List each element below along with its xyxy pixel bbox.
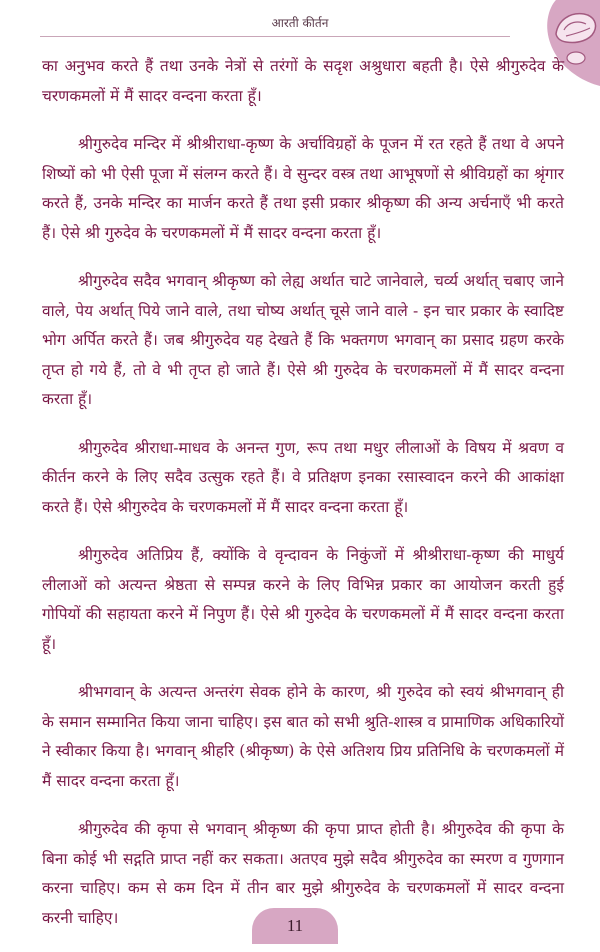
- page-body: [42, 52, 564, 952]
- page-number: 11: [286, 916, 304, 935]
- paragraph-3: श्रीगुरुदेव सदैव भगवान् श्रीकृष्ण को लेह्य अर्थात चाटे जानेवाले, चर्व्य अर्थात् चबाए जाने वाले, पेय अर्थात् पिये जाने वाले, तथा चोष्य अर्थात् चूसे जाने वाले - इन चार प्रकार के स्वादिष्ट भोग अर्पित करते हैं। जब श्रीगुरुदेव यह देखते हैं कि भक्तगण भगवान् का प्रसाद ग्रहण करके तृप्त हो गये हैं, तो वे भी तृप्त हो जाते हैं। ऐसे श्री गुरुदेव के चरणकमलों में मैं सादर वन्दना करता हूँ।: [42, 272, 564, 408]
- paragraph-2: श्रीगुरुदेव मन्दिर में श्रीश्रीराधा-कृष्ण के अर्चाविग्रहों के पूजन में रत रहते हैं तथा वे अपने शिष्यों को भी ऐसी पूजा में संलग्न करते हैं। वे सुन्दर वस्त्र तथा आभूषणों से श्रीविग्रहों का श्रृंगार करते हैं, उनके मन्दिर का मार्जन करते हैं तथा इसी प्रकार श्रीकृष्ण की अन्य अर्चनाएँ भी करते हैं। ऐसे श्री गुरुदेव के चरणकमलों में मैं सादर वन्दना करता हूँ।: [42, 135, 564, 242]
- paragraph-5: श्रीगुरुदेव अतिप्रिय हैं, क्योंकि वे वृन्दावन के निकुंजों में श्रीश्रीराधा-कृष्ण की माधुर्य लीलाओं को अत्यन्त श्रेष्ठता से सम्पन्न करने के लिए विभिन्न प्रकार का आयोजन करती हुई गोपियों की सहायता करने में निपुण हैं। ऐसे श्री गुरुदेव के चरणकमलों में मैं सादर वन्दना करता हूँ।: [42, 546, 564, 653]
- paragraph-6: श्रीभगवान् के अत्यन्त अन्तरंग सेवक होने के कारण, श्री गुरुदेव को स्वयं श्रीभगवान् ही के समान सम्मानित किया जाना चाहिए। इस बात को सभी श्रुति-शास्त्र व प्रामाणिक अधिकारियों ने स्वीकार किया है। भगवान् श्रीहरि (श्रीकृष्ण) के ऐसे अतिशय प्रिय प्रतिनिधि के चरणकमलों में मैं सादर वन्दना करता हूँ।: [42, 683, 564, 790]
- page-header-title: आरती कीर्तन: [271, 16, 329, 30]
- header-rule: [40, 36, 510, 37]
- paragraph-7: श्रीगुरुदेव की कृपा से भगवान् श्रीकृष्ण की कृपा प्राप्त होती है। श्रीगुरुदेव की कृपा के बिना कोई भी सद्गति प्राप्त नहीं कर सकता। अतएव मुझे सदैव श्रीगुरुदेव का स्मरण व गुणगान करना चाहिए। कम से कम दिन में तीन बार मुझे श्रीगुरुदेव के चरणकमलों में सादर वन्दना करनी चाहिए।: [42, 820, 564, 927]
- page-number-tab: [252, 908, 338, 944]
- paragraph-4: श्रीगुरुदेव श्रीराधा-माधव के अनन्त गुण, रूप तथा मधुर लीलाओं के विषय में श्रवण व कीर्तन करने के लिए सदैव उत्सुक रहते हैं। वे प्रतिक्षण इनका रसास्वादन करने की आकांक्षा करते हैं। ऐसे श्रीगुरुदेव के चरणकमलों में मैं सादर वन्दना करता हूँ।: [42, 438, 564, 516]
- paragraph-1: का अनुभव करते हैं तथा उनके नेत्रों से तरंगों के सदृश अश्रुधारा बहती है। ऐसे श्रीगुरुदेव के चरणकमलों में मैं सादर वन्दना करता हूँ।: [42, 57, 564, 105]
